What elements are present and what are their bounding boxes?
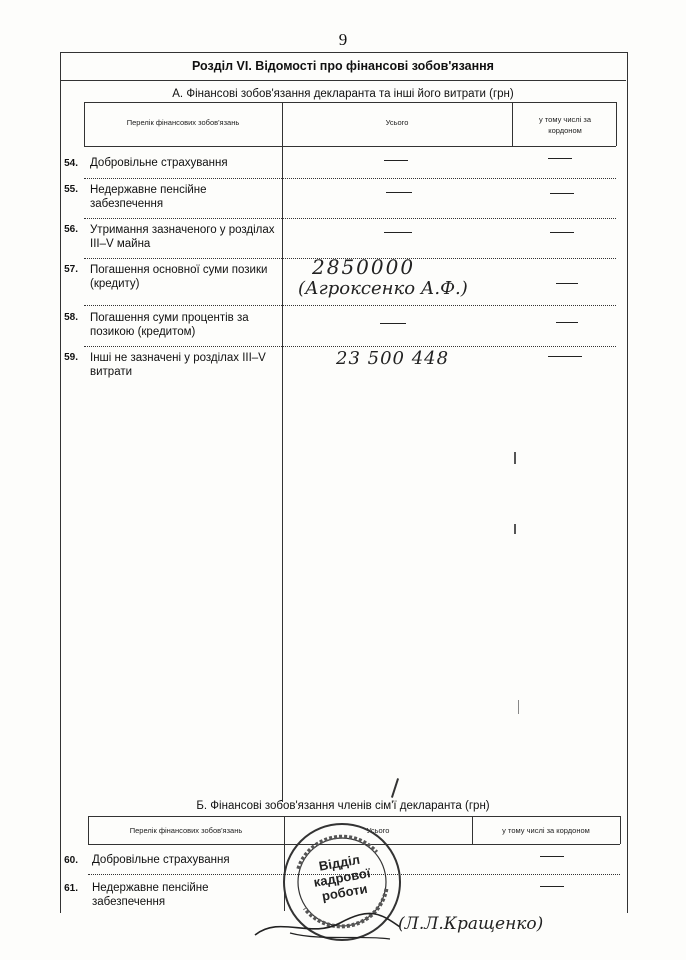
row-number: 55. [64, 184, 78, 195]
row-label: Недержавне пенсійне забезпечення [92, 882, 209, 908]
handwritten-row57-note: (Агроксенко А.Ф.) [298, 278, 468, 299]
row-label: Добровільне страхування [92, 854, 230, 866]
row-number: 60. [64, 855, 78, 866]
empty-value-dash [386, 192, 412, 193]
row-label: Інші не зазначені у розділах III–V витрати [90, 352, 266, 378]
empty-value-dash [556, 283, 578, 284]
section-title: Розділ VI. Відомості про фінансові зобов'язання [60, 53, 626, 81]
row-separator [84, 346, 616, 347]
row-number: 56. [64, 224, 78, 235]
row-number: 57. [64, 264, 78, 275]
row-label: Утримання зазначеного у розділах III–V майна [90, 224, 275, 250]
empty-value-dash [550, 193, 574, 194]
signature-name: (Л.Л.Кращенко) [398, 914, 544, 934]
column-header-list: Перелік фінансових зобов'язань [129, 826, 243, 835]
column-header-total: Усього [385, 118, 409, 127]
table-row [52, 349, 612, 385]
column-header-total: Усього [366, 826, 390, 835]
row-label: Недержавне пенсійне забезпечення [90, 184, 207, 210]
table-row [52, 309, 612, 345]
row-label: Погашення основної суми позики (кредиту) [90, 264, 268, 290]
page-number: 9 [338, 30, 348, 49]
row-number: 54. [64, 158, 78, 169]
row-label: Погашення суми процентів за позикою (кредитом) [90, 312, 249, 338]
handwritten-row57-total: 2850000 [312, 255, 416, 279]
column-header-list: Перелік фінансових зобов'язань [126, 118, 240, 127]
table-row [52, 153, 612, 177]
empty-value-dash [380, 323, 406, 324]
empty-value-dash [384, 232, 412, 233]
empty-value-dash [384, 160, 408, 161]
stamp-center-text: Відділ кадрової роботи [312, 851, 372, 904]
scan-mark [518, 700, 519, 714]
signature-scribble [250, 905, 410, 945]
table-a-col-divider-2 [512, 102, 513, 146]
table-b-right-border [620, 816, 621, 844]
table-a-right-border [616, 102, 617, 146]
part-b-title: Б. Фінансові зобов'язання членів сім'ї декларанта (грн) [196, 800, 490, 812]
row-number: 58. [64, 312, 78, 323]
column-header-abroad: у тому числі за кордоном [538, 115, 591, 135]
row-number: 61. [64, 883, 78, 894]
empty-value-dash [540, 886, 564, 887]
empty-value-dash [548, 356, 582, 357]
table-a-header-bottom [84, 146, 616, 147]
table-b-top-border [88, 816, 620, 817]
scan-mark [514, 452, 516, 464]
row-separator [84, 218, 616, 219]
scan-mark [514, 524, 516, 534]
empty-value-dash [548, 158, 572, 159]
table-a-top-border [84, 102, 616, 103]
empty-value-dash [550, 232, 574, 233]
handwritten-row59-total: 23 500 448 [336, 348, 450, 369]
row-label: Добровільне страхування [90, 157, 228, 169]
empty-value-dash [556, 322, 578, 323]
empty-value-dash [540, 856, 564, 857]
table-row [52, 221, 612, 257]
row-separator [84, 178, 616, 179]
row-separator [84, 305, 616, 306]
row-number: 59. [64, 352, 78, 363]
table-row [52, 181, 612, 217]
part-a-title: А. Фінансові зобов'язання декларанта та інші його витрати (грн) [172, 88, 514, 100]
column-header-abroad: у тому числі за кордоном [502, 826, 590, 835]
